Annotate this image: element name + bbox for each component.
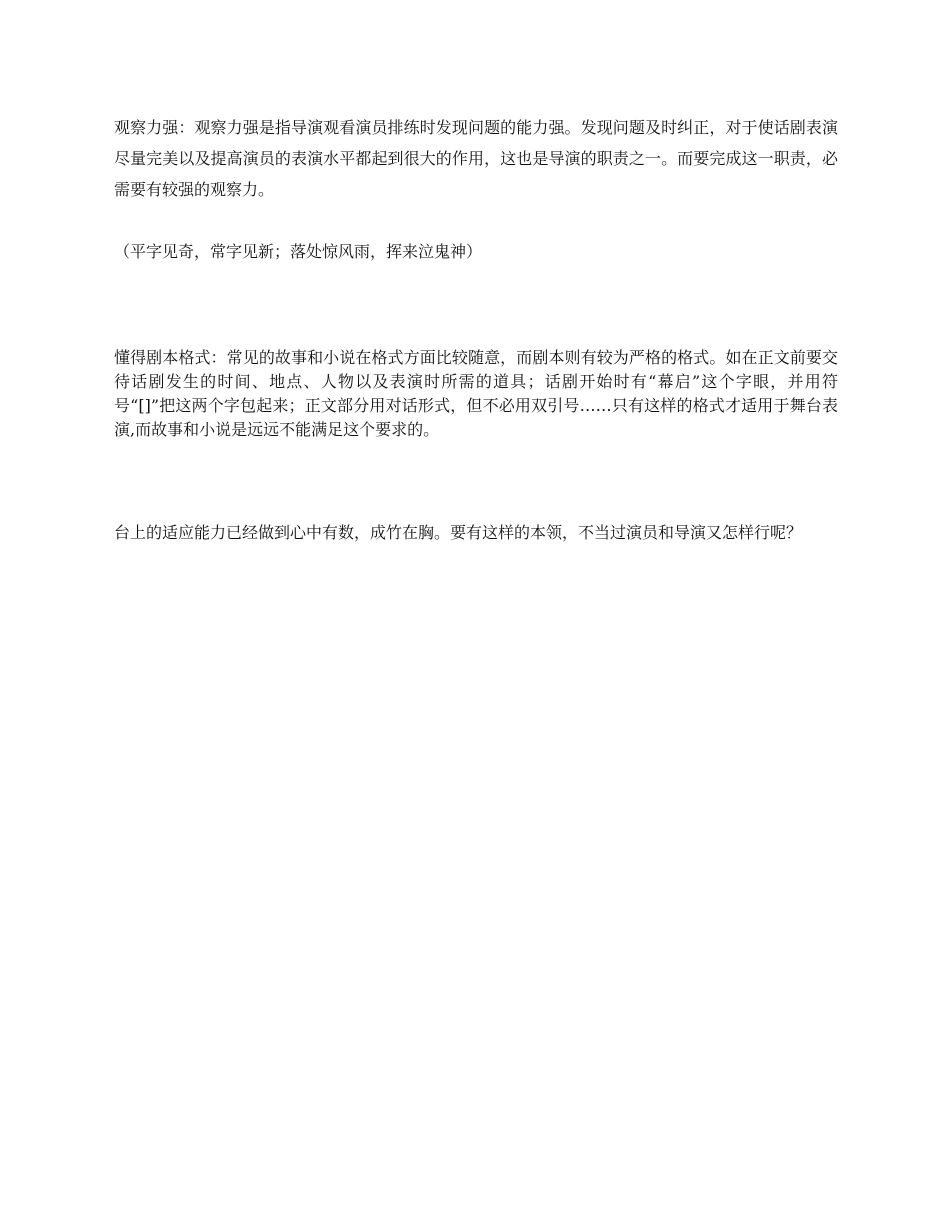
paragraph-observation: 观察力强：观察力强是指导演观看演员排练时发现问题的能力强。发现问题及时纠正，对于使话剧表演尽量完美以及提高演员的表演水平都起到很大的作用，这也是导演的职责之一。而要完成这一职责，必需要有较强的观察力。 [114,118,838,199]
paragraph-script-format: 懂得剧本格式：常见的故事和小说在格式方面比较随意，而剧本则有较为严格的格式。如在正文前要交待话剧发生的时间、地点、人物以及表演时所需的道具；话剧开始时有“幕启”这个字眼，并用符号“[]”把这两个字包起来；正文部分用对话形式，但不必用双引号……只有这样的格式才适用于舞台表演,而故事和小说是远远不能满足这个要求的。 [114,348,838,439]
paragraph-quote: （平字见奇，常字见新；落处惊风雨，挥来泣鬼神） [114,242,483,261]
paragraph-adaptability: 台上的适应能力已经做到心中有数，成竹在胸。要有这样的本领，不当过演员和导演又怎样行呢？ [114,523,803,542]
